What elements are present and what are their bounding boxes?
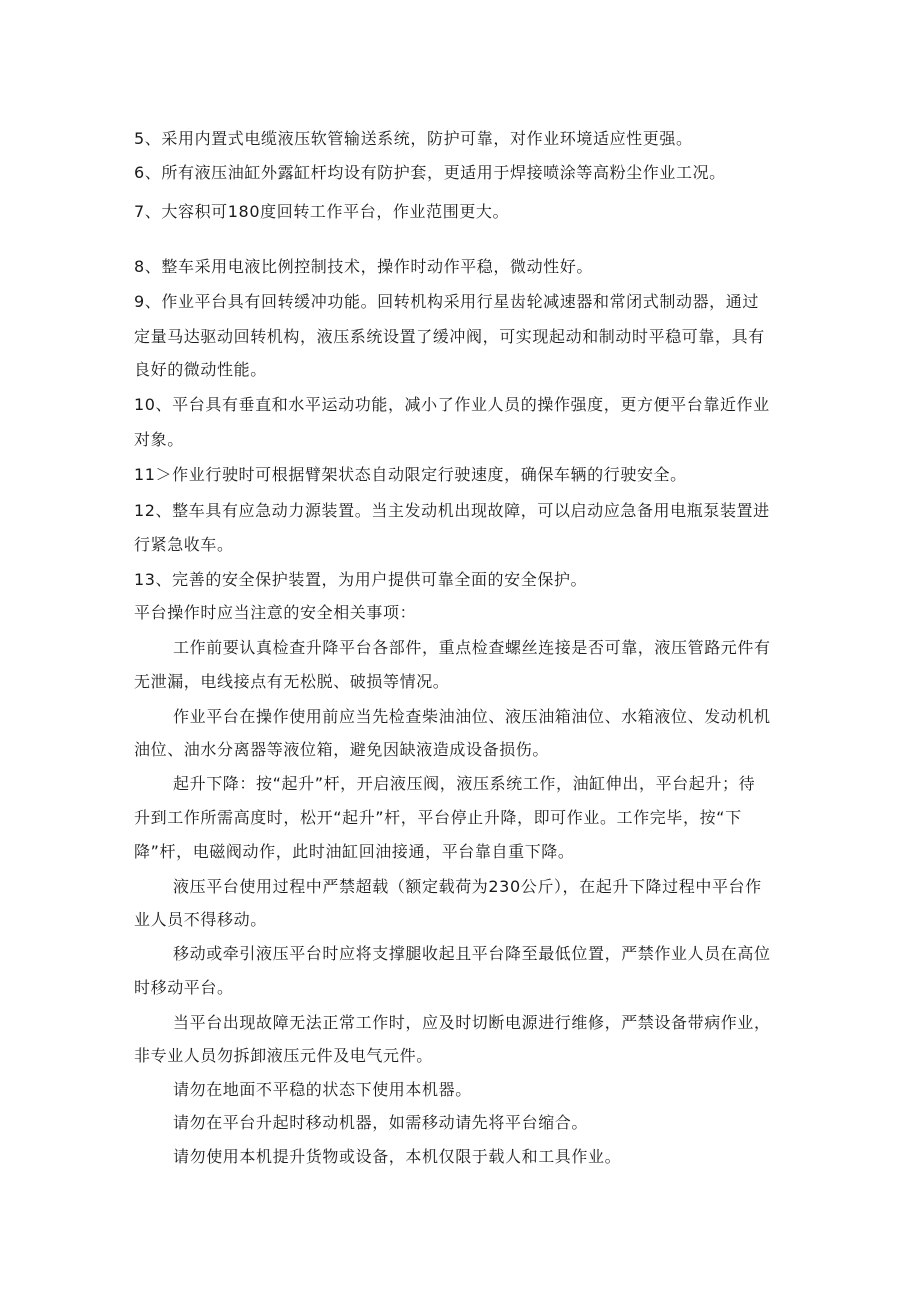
safety-item-6-line-2: 非专业人员勿拆卸液压元件及电气元件。	[134, 1046, 433, 1065]
safety-item-3-line-2: 升到工作所需高度时，松开“起升”杆，平台停止升降，即可作业。工作完毕，按“下	[134, 808, 742, 827]
safety-item-2-line-1: 作业平台在操作使用前应当先检查柴油油位、液压油箱油位、水箱液位、发动机机	[173, 707, 771, 726]
safety-item-6-line-1: 当平台出现故障无法正常工作时，应及时切断电源进行维修，严禁设备带病作业，	[173, 1013, 771, 1032]
feature-item-10-line-1: 10、平台具有垂直和水平运动功能，减小了作业人员的操作强度，更方便平台靠近作业	[134, 395, 770, 414]
feature-item-5: 5、采用内置式电缆液压软管输送系统，防护可靠，对作业环境适应性更强。	[134, 129, 693, 148]
feature-item-13: 13、完善的安全保护装置，为用户提供可靠全面的安全保护。	[134, 570, 588, 589]
feature-item-9-line-3: 良好的微动性能。	[134, 360, 267, 379]
feature-item-9-line-1: 9、作业平台具有回转缓冲功能。回转机构采用行星齿轮减速器和常闭式制动器，通过	[134, 292, 759, 311]
safety-item-2-line-2: 油位、油水分离器等液位箱，避免因缺液造成设备损伤。	[134, 740, 550, 759]
feature-item-6: 6、所有液压油缸外露缸杆均设有防护套，更适用于焊接喷涂等高粉尘作业工况。	[134, 163, 726, 182]
safety-item-1-line-1: 工作前要认真检查升降平台各部件，重点检查螺丝连接是否可靠，液压管路元件有	[173, 638, 771, 657]
feature-item-12-line-1: 12、整车具有应急动力源装置。当主发动机出现故障，可以启动应急备用电瓶泵装置进	[134, 501, 770, 520]
safety-item-9: 请勿使用本机提升货物或设备，本机仅限于载人和工具作业。	[173, 1147, 622, 1166]
feature-item-10-line-2: 对象。	[134, 430, 184, 449]
safety-item-3-line-1: 起升下降：按“起升”杆，开启液压阀，液压系统工作，油缸伸出，平台起升；待	[173, 774, 756, 793]
safety-item-3-line-3: 降”杆，电磁阀动作，此时油缸回油接通，平台靠自重下降。	[134, 842, 575, 861]
safety-item-5-line-2: 时移动平台。	[134, 978, 234, 997]
safety-item-8: 请勿在平台升起时移动机器，如需移动请先将平台缩合。	[173, 1113, 589, 1132]
feature-item-7: 7、大容积可180度回转工作平台，作业范围更大。	[134, 202, 510, 221]
safety-item-7: 请勿在地面不平稳的状态下使用本机器。	[173, 1080, 472, 1099]
feature-item-11: 11＞作业行驶时可根据臂架状态自动限定行驶速度，确保车辆的行驶安全。	[134, 465, 687, 484]
safety-item-4-line-1: 液压平台使用过程中严禁超载（额定载荷为230公斤），在起升下降过程中平台作	[173, 877, 762, 896]
feature-item-12-line-2: 行紧急收车。	[134, 535, 234, 554]
safety-item-5-line-1: 移动或牵引液压平台时应将支撑腿收起且平台降至最低位置，严禁作业人员在高位	[173, 944, 771, 963]
safety-heading: 平台操作时应当注意的安全相关事项：	[134, 603, 417, 622]
feature-item-8: 8、整车采用电液比例控制技术，操作时动作平稳，微动性好。	[134, 257, 593, 276]
safety-item-4-line-2: 业人员不得移动。	[134, 910, 267, 929]
feature-item-9-line-2: 定量马达驱动回转机构，液压系统设置了缓冲阀，可实现起动和制动时平稳可靠，具有	[134, 327, 765, 346]
safety-item-1-line-2: 无泄漏，电线接点有无松脱、破损等情况。	[134, 672, 450, 691]
